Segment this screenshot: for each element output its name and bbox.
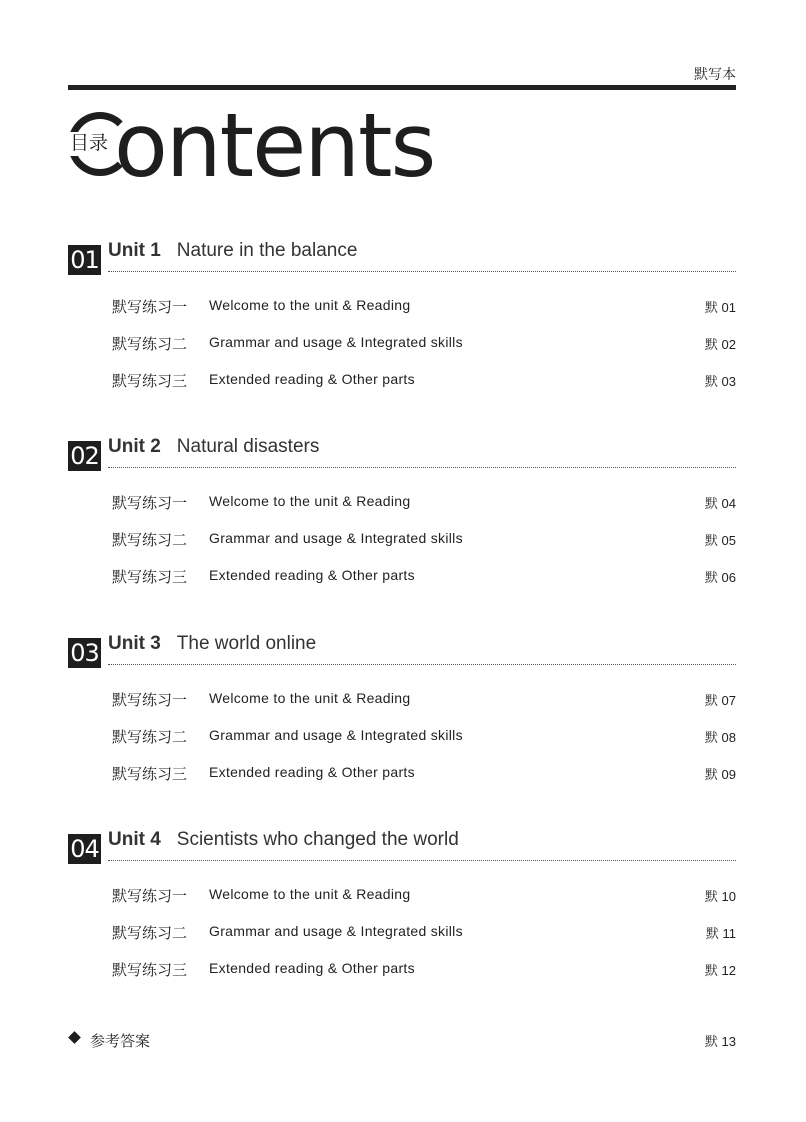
unit-title <box>108 829 459 851</box>
unit-name: The world online <box>176 633 317 654</box>
unit-label: Unit 4 <box>108 829 161 850</box>
toc-entry[interactable] <box>68 763 736 800</box>
dotted-rule <box>108 860 736 861</box>
entry-page: 默 06 <box>704 570 736 585</box>
entry-label: 默写练习三 <box>112 962 188 979</box>
toc-entry[interactable] <box>68 370 736 407</box>
entry-label: 默写练习二 <box>112 729 188 746</box>
entry-text: Welcome to the unit & Reading <box>209 297 411 313</box>
entry-page: 默 02 <box>704 337 736 352</box>
unit-number-badge: 04 <box>68 834 101 864</box>
entry-text: Extended reading & Other parts <box>209 764 415 780</box>
answers-entry[interactable] <box>68 1030 736 1050</box>
unit-header <box>68 631 736 671</box>
toc-entry[interactable] <box>68 492 736 529</box>
entry-text: Grammar and usage & Integrated skills <box>209 334 463 350</box>
entry-text: Grammar and usage & Integrated skills <box>209 727 463 743</box>
header-rule <box>68 85 736 90</box>
dotted-rule <box>108 664 736 665</box>
entry-page: 默 01 <box>704 300 736 315</box>
entry-list <box>68 296 736 407</box>
title-cn: 目录 <box>70 133 109 154</box>
entry-page: 默 04 <box>704 496 736 511</box>
entry-page: 默 07 <box>704 693 736 708</box>
unit-number-badge: 03 <box>68 638 101 668</box>
unit-name: Nature in the balance <box>176 240 358 261</box>
toc-entry[interactable] <box>68 566 736 603</box>
unit-label: Unit 1 <box>108 240 161 261</box>
unit-header <box>68 434 736 474</box>
entry-label: 默写练习三 <box>112 373 188 390</box>
entry-page: 默 03 <box>704 374 736 389</box>
answers-label: 参考答案 <box>90 1033 151 1050</box>
entry-label: 默写练习二 <box>112 532 188 549</box>
toc-entry[interactable] <box>68 689 736 726</box>
entry-label: 默写练习一 <box>112 692 188 709</box>
entry-text: Grammar and usage & Integrated skills <box>209 530 463 546</box>
unit-title <box>108 436 319 458</box>
dotted-rule <box>108 467 736 468</box>
unit-title <box>108 633 316 655</box>
unit-number-badge: 02 <box>68 441 101 471</box>
toc-entry[interactable] <box>68 885 736 922</box>
answers-page: 默 13 <box>704 1034 736 1049</box>
entry-label: 默写练习二 <box>112 925 188 942</box>
entry-text: Welcome to the unit & Reading <box>209 886 411 902</box>
entry-label: 默写练习一 <box>112 888 188 905</box>
entry-text: Welcome to the unit & Reading <box>209 690 411 706</box>
entry-page: 默 10 <box>704 889 736 904</box>
entry-list <box>68 689 736 800</box>
entry-label: 默写练习三 <box>112 569 188 586</box>
toc-entry[interactable] <box>68 529 736 566</box>
entry-page: 默 05 <box>704 533 736 548</box>
unit-section-3 <box>68 631 736 800</box>
entry-list <box>68 492 736 603</box>
unit-title <box>108 240 357 262</box>
entry-label: 默写练习一 <box>112 299 188 316</box>
unit-label: Unit 2 <box>108 436 161 457</box>
entry-text: Extended reading & Other parts <box>209 371 415 387</box>
entry-label: 默写练习三 <box>112 766 188 783</box>
unit-header <box>68 238 736 278</box>
unit-name: Natural disasters <box>176 436 320 457</box>
entry-label: 默写练习二 <box>112 336 188 353</box>
unit-header <box>68 827 736 867</box>
contents-title <box>68 94 488 198</box>
toc-entry[interactable] <box>68 726 736 763</box>
unit-section-1 <box>68 238 736 407</box>
entry-label: 默写练习一 <box>112 495 188 512</box>
entry-page: 默 11 <box>705 926 736 941</box>
toc-entry[interactable] <box>68 333 736 370</box>
entry-text: Extended reading & Other parts <box>209 960 415 976</box>
dotted-rule <box>108 271 736 272</box>
entry-page: 默 09 <box>704 767 736 782</box>
toc-entry[interactable] <box>68 922 736 959</box>
unit-section-4 <box>68 827 736 996</box>
title-word: ontents <box>114 94 435 197</box>
unit-section-2 <box>68 434 736 603</box>
entry-page: 默 12 <box>704 963 736 978</box>
entry-text: Grammar and usage & Integrated skills <box>209 923 463 939</box>
entry-text: Extended reading & Other parts <box>209 567 415 583</box>
diamond-icon <box>68 1031 81 1044</box>
unit-number-badge: 01 <box>68 245 101 275</box>
header-label: 默写本 <box>694 66 736 82</box>
entry-page: 默 08 <box>704 730 736 745</box>
toc-entry[interactable] <box>68 959 736 996</box>
entry-list <box>68 885 736 996</box>
unit-label: Unit 3 <box>108 633 161 654</box>
unit-name: Scientists who changed the world <box>176 829 459 850</box>
toc-entry[interactable] <box>68 296 736 333</box>
entry-text: Welcome to the unit & Reading <box>209 493 411 509</box>
